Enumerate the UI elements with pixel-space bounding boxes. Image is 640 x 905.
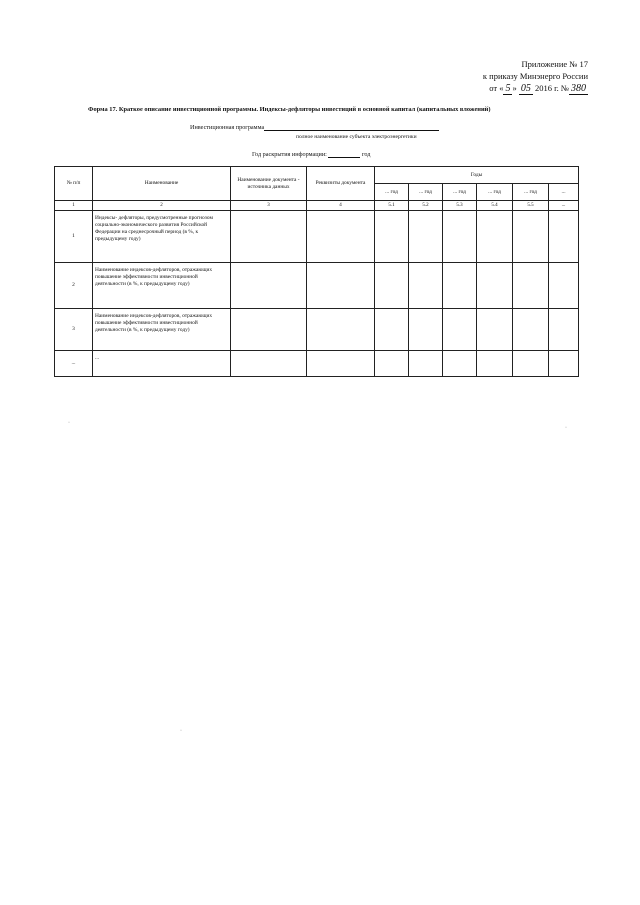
program-blank (264, 124, 439, 131)
col-number: 5.5 (513, 201, 549, 211)
cell[interactable] (409, 263, 443, 309)
cell[interactable] (375, 309, 409, 351)
row-name: Наименование индексов-дефляторов, отражающих повышение эффективности инвестиционной деятельности (в %, к предыдущему году) (93, 263, 231, 309)
col-number: 1 (55, 201, 93, 211)
col-number: 2 (93, 201, 231, 211)
year-col: ... (549, 184, 579, 201)
cell[interactable] (409, 211, 443, 263)
table-row (55, 309, 579, 351)
cell[interactable] (513, 211, 549, 263)
cell[interactable] (231, 351, 307, 377)
handwritten-order-number: 380 (571, 83, 586, 94)
deflators-table (54, 166, 579, 377)
cell[interactable] (231, 309, 307, 351)
cell[interactable] (477, 309, 513, 351)
column-number-row (55, 201, 579, 211)
row-num: 3 (55, 309, 93, 351)
appendix-date-line: от « 5 » 05 2016 г. № 380 (489, 83, 586, 94)
col-number: 5.2 (409, 201, 443, 211)
row-num: ... (55, 351, 93, 377)
year-col: ... год (477, 184, 513, 201)
row-name: Индексы- дефляторы, предусмотренные прогнозом социально-экономического развития Российской Федерации на среднесрочный период (в %, к предыдущему году) (93, 211, 231, 263)
row-num: 2 (55, 263, 93, 309)
cell[interactable] (477, 351, 513, 377)
cell[interactable] (409, 351, 443, 377)
cell[interactable] (513, 263, 549, 309)
row-name: ... (93, 351, 231, 377)
header-doc-source: Наименование документа - источника данных (231, 167, 307, 201)
col-number: ... (549, 201, 579, 211)
header-doc-details: Реквизиты документа (307, 167, 375, 201)
row-num: 1 (55, 211, 93, 263)
cell[interactable] (549, 309, 579, 351)
disclosure-label: Год раскрытия информации: (252, 151, 327, 158)
scan-mark: · (180, 728, 182, 734)
table-row (55, 351, 579, 377)
cell[interactable] (477, 263, 513, 309)
cell[interactable] (443, 263, 477, 309)
year-col: ... год (409, 184, 443, 201)
row-name: Наименование индексов-дефляторов, отражающих повышение эффективности инвестиционной деятельности (в %, к предыдущему году) (93, 309, 231, 351)
cell[interactable] (375, 351, 409, 377)
col-number: 5.4 (477, 201, 513, 211)
cell[interactable] (549, 211, 579, 263)
form-title: Форма 17. Краткое описание инвестиционной программы. Индексы-дефляторы инвестиций в основной капитал (капитальных вложений) (88, 106, 491, 113)
cell[interactable] (443, 309, 477, 351)
cell[interactable] (307, 263, 375, 309)
program-line (190, 124, 439, 131)
table-row (55, 263, 579, 309)
table-row (55, 211, 579, 263)
year-col: ... год (513, 184, 549, 201)
cell[interactable] (443, 351, 477, 377)
handwritten-day: 5 (505, 83, 511, 94)
year-col: ... год (443, 184, 477, 201)
cell[interactable] (307, 211, 375, 263)
col-number: 5.3 (443, 201, 477, 211)
disclosure-year-line (252, 151, 370, 158)
year-col: ... год (375, 184, 409, 201)
scan-mark: · (68, 420, 70, 426)
cell[interactable] (375, 211, 409, 263)
col-number: 5.1 (375, 201, 409, 211)
cell[interactable] (477, 211, 513, 263)
program-label: Инвестиционная программа (190, 124, 265, 131)
cell[interactable] (307, 309, 375, 351)
appendix-order-ref: к приказу Минэнерго России (482, 71, 588, 81)
cell[interactable] (375, 263, 409, 309)
cell[interactable] (513, 351, 549, 377)
header-years: Годы (375, 167, 579, 184)
cell[interactable] (231, 211, 307, 263)
program-sublabel: полное наименование субъекта электроэнергетики (296, 134, 417, 140)
disclosure-suffix: год (362, 151, 371, 158)
disclosure-year-blank (328, 151, 360, 158)
header-name: Наименование (93, 167, 231, 201)
col-number: 4 (307, 201, 375, 211)
handwritten-month: 05 (520, 83, 531, 94)
cell[interactable] (549, 351, 579, 377)
cell[interactable] (513, 309, 549, 351)
cell[interactable] (443, 211, 477, 263)
cell[interactable] (231, 263, 307, 309)
cell[interactable] (307, 351, 375, 377)
cell[interactable] (549, 263, 579, 309)
appendix-title: Приложение № 17 (521, 59, 588, 69)
cell[interactable] (409, 309, 443, 351)
col-number: 3 (231, 201, 307, 211)
header-num: № п/п (55, 167, 93, 201)
scan-mark: · (565, 425, 567, 431)
appendix-block (388, 58, 588, 95)
